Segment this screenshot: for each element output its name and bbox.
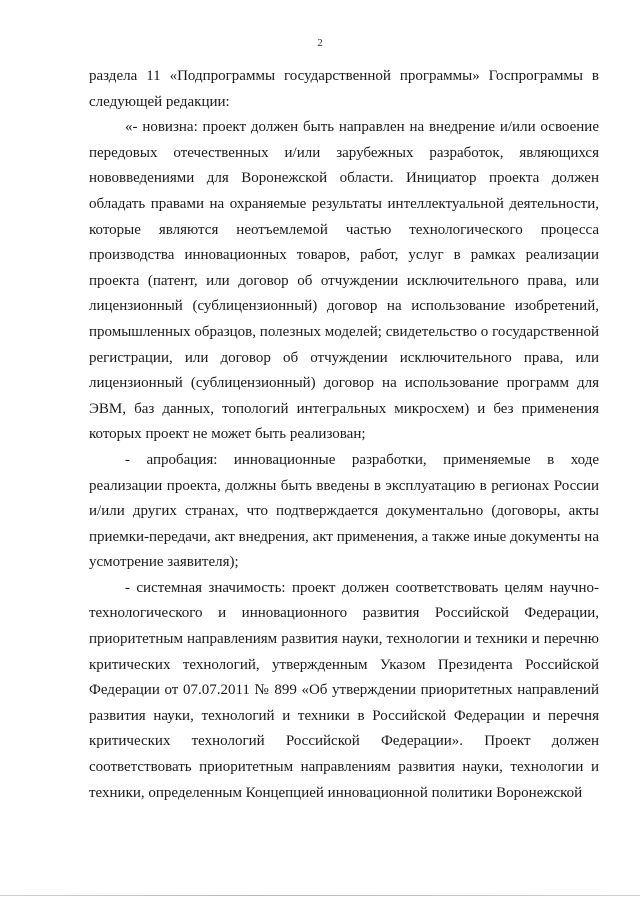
paragraph-novelty: «- новизна: проект должен быть направлен на внедрение и/или освоение передовых отечественных и/или зарубежных разработок, являющихся нововведениями для Воронежской области. Инициатор проекта должен обладать правами на охраняемые результаты интеллектуальной деятельности, которые являются неотъемлемой частью технологического процесса производства инновационных товаров, работ, услуг в рамках реализации проекта (патент, или договор об отчуждении исключительного права, или лицензионный (сублицензионный) договор на использование изобретений, промышленных образцов, полезных моделей; свидетельство о государственной регистрации, или договор об отчуждении исключительного права, или лицензионный (сублицензионный) договор на использование программ для ЭВМ, баз данных, топологий интегральных микросхем) и без применения которых проект не может быть реализован; bbox=[89, 119, 599, 443]
scan-edge-line bbox=[0, 895, 640, 896]
page-number: 2 bbox=[317, 37, 323, 49]
document-body bbox=[89, 64, 599, 806]
paragraph-approbation: - апробация: инновационные разработки, применяемые в ходе реализации проекта, должны быть введены в эксплуатацию в регионах России и/или других странах, что подтверждается документально (договоры, акты приемки-передачи, акт внедрения, акт применения, а также иные документы на усмотрение заявителя); bbox=[89, 451, 599, 571]
paragraph-intro: раздела 11 «Подпрограммы государственной программы» Госпрограммы в следующей редакции: bbox=[89, 68, 599, 110]
paragraph-system-significance: - системная значимость: проект должен соответствовать целям научно-технологического и инновационного развития Российской Федерации, приоритетным направлениям развития науки, технологии и техники и перечню критических технологий, утвержденным Указом Президента Российской Федерации от 07.07.2011 № 899 «Об утверждении приоритетных направлений развития науки, технологий и техники в Российской Федерации и перечня критических технологий Российской Федерации». Проект должен соответствовать приоритетным направлениям развития науки, технологии и техники, определенным Концепцией инновационной политики Воронежской bbox=[89, 579, 599, 801]
